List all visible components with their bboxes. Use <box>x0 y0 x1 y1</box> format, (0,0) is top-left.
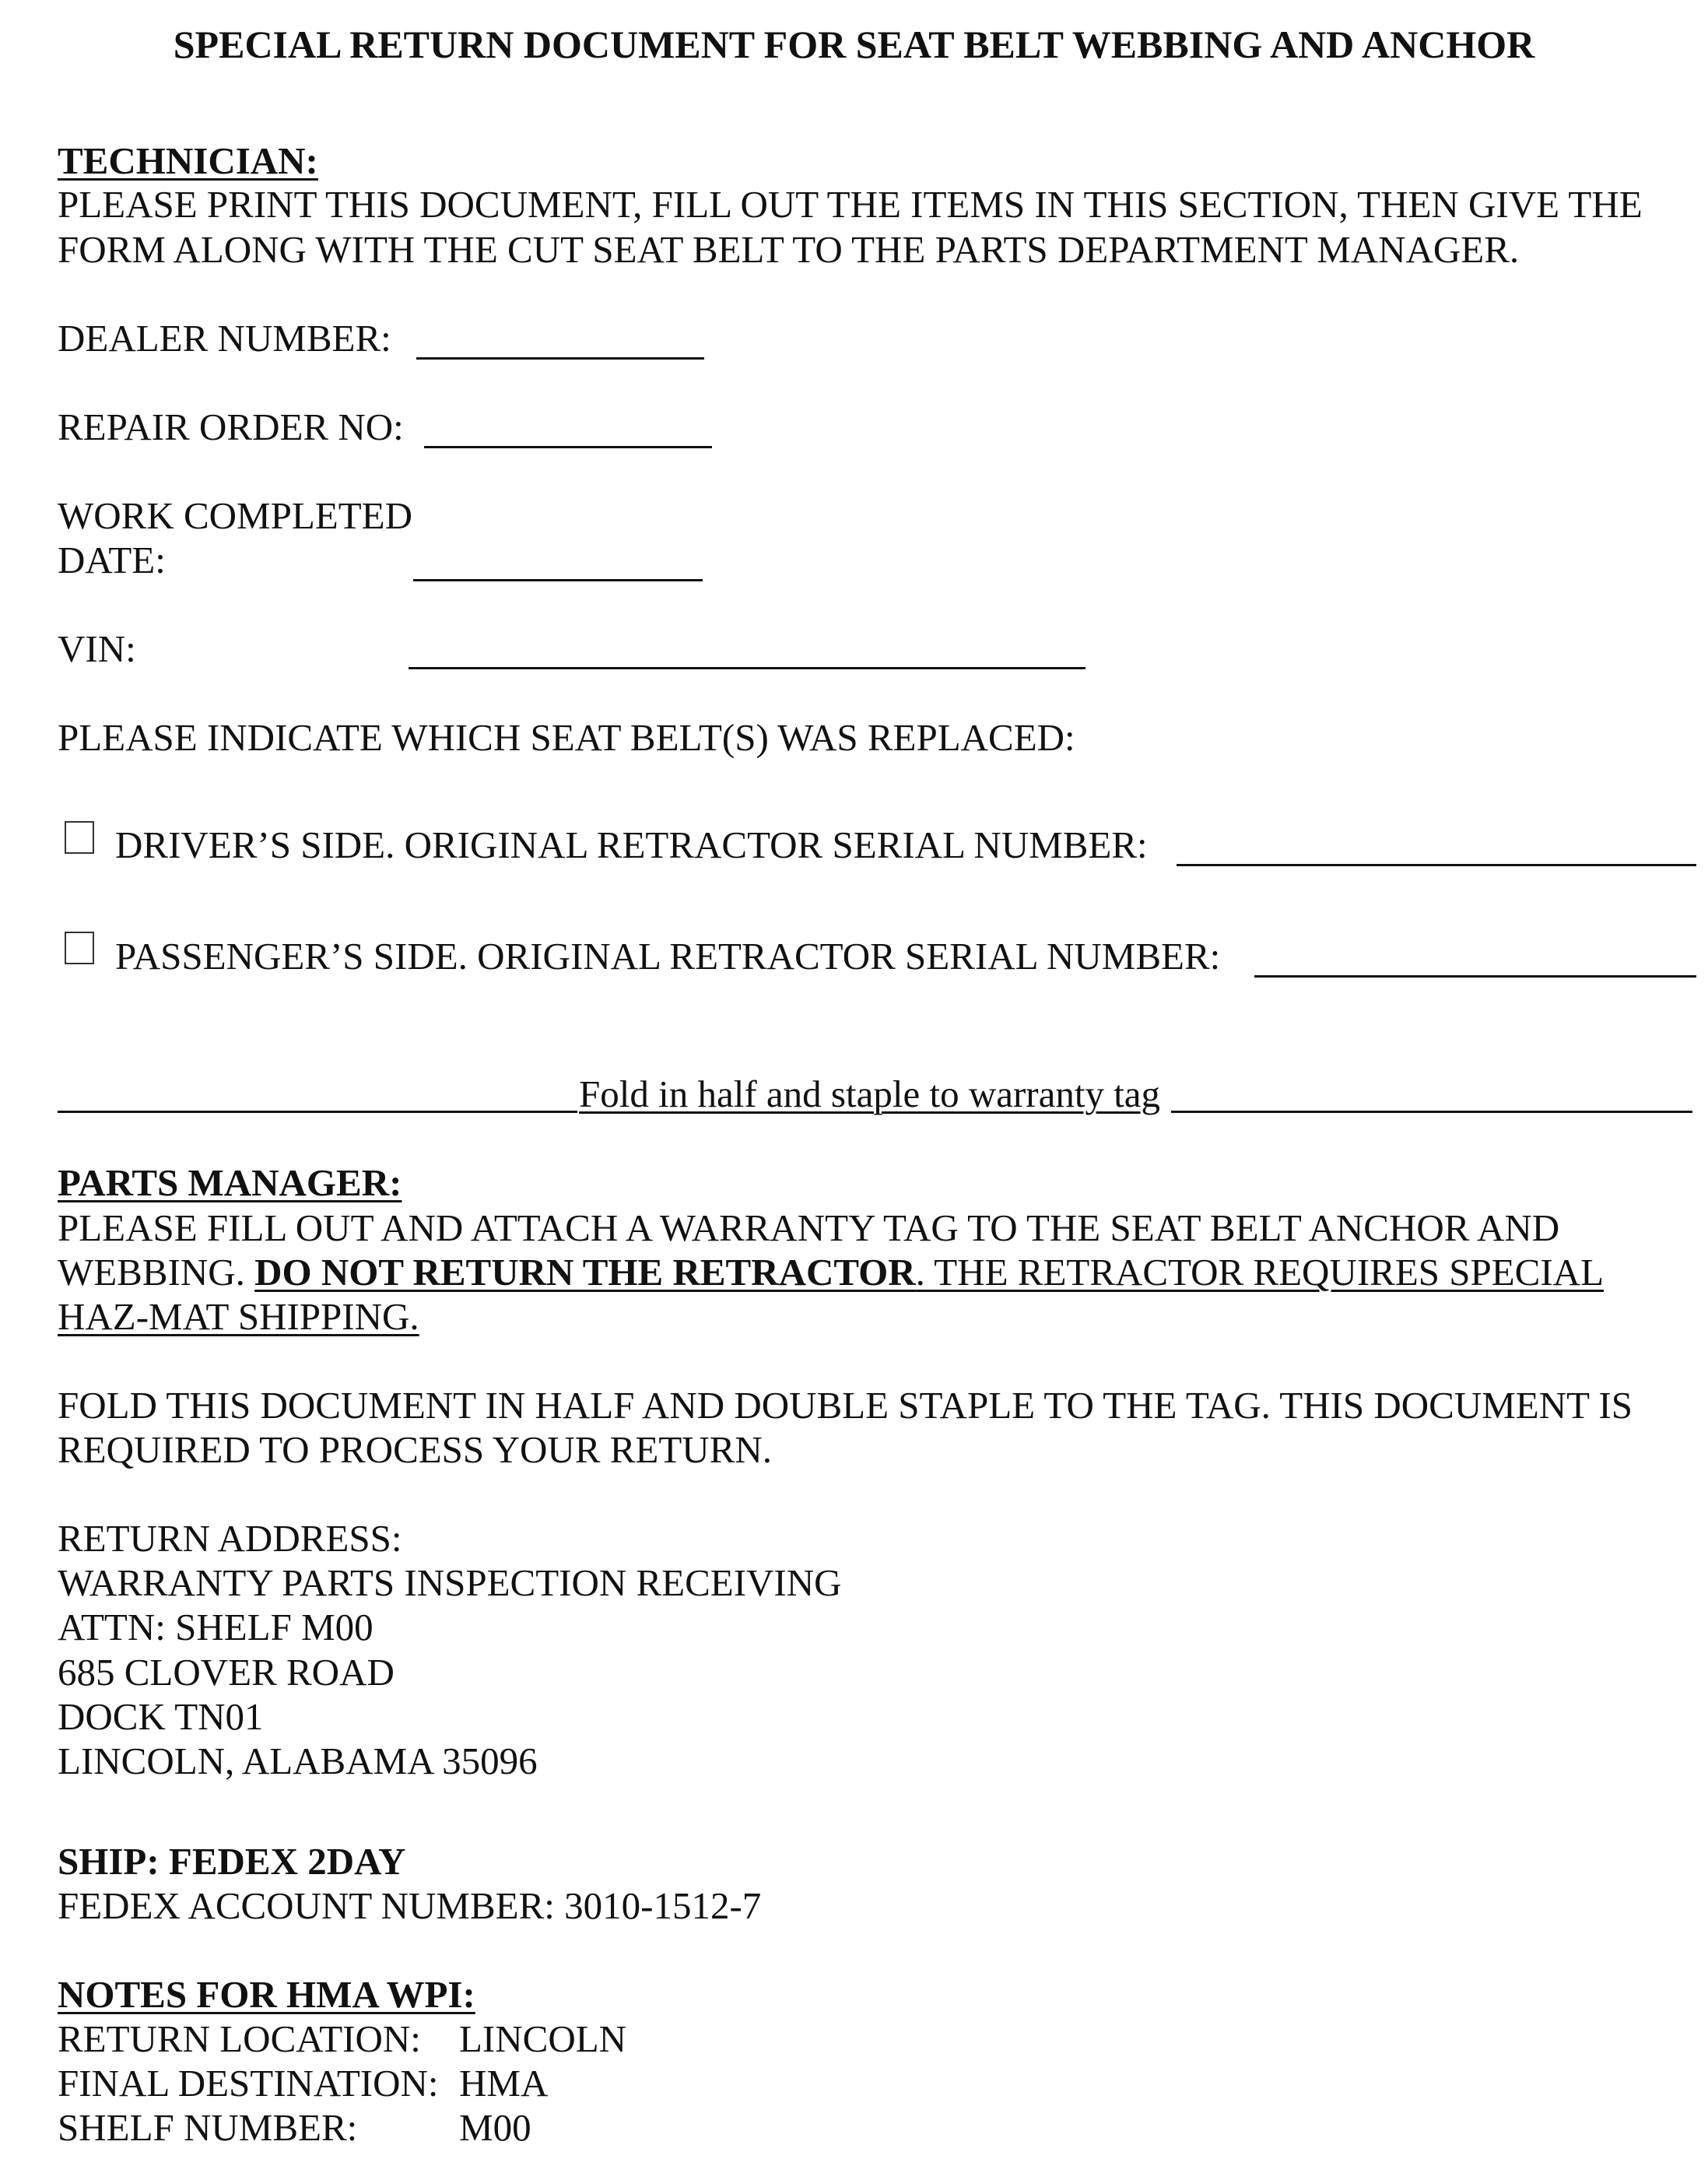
return-address-line1: WARRANTY PARTS INSPECTION RECEIVING <box>58 1561 842 1604</box>
technician-instructions-line1: PLEASE PRINT THIS DOCUMENT, FILL OUT THE ITEMS IN THIS SECTION, THEN GIVE THE <box>58 183 1643 226</box>
driver-side-checkbox[interactable] <box>65 821 94 854</box>
work-completed-date-label: DATE: <box>58 539 166 581</box>
work-completed-label: WORK COMPLETED <box>58 494 412 537</box>
return-address-line3: 685 CLOVER ROAD <box>58 1651 395 1694</box>
parts-manager-line2 <box>58 1250 1604 1295</box>
repair-order-label: REPAIR ORDER NO: <box>58 405 404 448</box>
final-destination-value: HMA <box>459 2062 549 2105</box>
work-completed-date-field[interactable] <box>413 579 703 581</box>
vin-label: VIN: <box>58 627 136 670</box>
vin-field[interactable] <box>409 667 1085 669</box>
dealer-number-label: DEALER NUMBER: <box>58 317 391 360</box>
return-address-label: RETURN ADDRESS: <box>58 1517 402 1560</box>
fold-instructions-line1: FOLD THIS DOCUMENT IN HALF AND DOUBLE STAPLE TO THE TAG. THIS DOCUMENT IS <box>58 1384 1633 1427</box>
document-title: SPECIAL RETURN DOCUMENT FOR SEAT BELT WEBBING AND ANCHOR <box>173 23 1535 66</box>
parts-manager-heading: PARTS MANAGER: <box>58 1161 402 1204</box>
shelf-number-value: M00 <box>459 2106 531 2149</box>
indicate-seat-belt-label: PLEASE INDICATE WHICH SEAT BELT(S) WAS REPLACED: <box>58 716 1075 759</box>
fold-line-left <box>58 1111 577 1113</box>
technician-instructions-line2: FORM ALONG WITH THE CUT SEAT BELT TO THE PARTS DEPARTMENT MANAGER. <box>58 228 1520 271</box>
dealer-number-field[interactable] <box>416 357 704 360</box>
parts-manager-line2-suffix: . THE RETRACTOR REQUIRES SPECIAL <box>915 1251 1605 1294</box>
passenger-serial-number-field[interactable] <box>1254 975 1696 978</box>
notes-heading: NOTES FOR HMA WPI: <box>58 1973 475 2016</box>
driver-side-label: DRIVER’S SIDE. ORIGINAL RETRACTOR SERIAL NUMBER: <box>115 823 1148 866</box>
repair-order-field[interactable] <box>424 446 712 448</box>
passenger-side-label: PASSENGER’S SIDE. ORIGINAL RETRACTOR SERIAL NUMBER: <box>115 935 1221 978</box>
shelf-number-label: SHELF NUMBER: <box>58 2106 358 2149</box>
final-destination-label: FINAL DESTINATION: <box>58 2062 439 2105</box>
fedex-account-number: FEDEX ACCOUNT NUMBER: 3010-1512-7 <box>58 1884 762 1927</box>
return-address-line4: DOCK TN01 <box>58 1695 264 1738</box>
technician-heading: TECHNICIAN: <box>58 139 318 182</box>
fold-line-right <box>1171 1111 1692 1113</box>
parts-manager-line1: PLEASE FILL OUT AND ATTACH A WARRANTY TAG TO THE SEAT BELT ANCHOR AND <box>58 1206 1560 1249</box>
parts-manager-line2-prefix: WEBBING. <box>58 1251 255 1294</box>
fold-line-label: Fold in half and staple to warranty tag <box>579 1072 1161 1115</box>
ship-method: SHIP: FEDEX 2DAY <box>58 1840 406 1883</box>
do-not-return-warning: DO NOT RETURN THE RETRACTOR <box>254 1251 916 1294</box>
return-address-line2: ATTN: SHELF M00 <box>58 1606 374 1648</box>
return-location-value: LINCOLN <box>459 2017 627 2060</box>
parts-manager-line3: HAZ-MAT SHIPPING. <box>58 1295 419 1338</box>
passenger-side-checkbox[interactable] <box>65 932 94 964</box>
fold-instructions-line2: REQUIRED TO PROCESS YOUR RETURN. <box>58 1428 772 1471</box>
return-location-label: RETURN LOCATION: <box>58 2017 421 2060</box>
driver-serial-number-field[interactable] <box>1177 864 1696 866</box>
return-address-line5: LINCOLN, ALABAMA 35096 <box>58 1739 538 1782</box>
